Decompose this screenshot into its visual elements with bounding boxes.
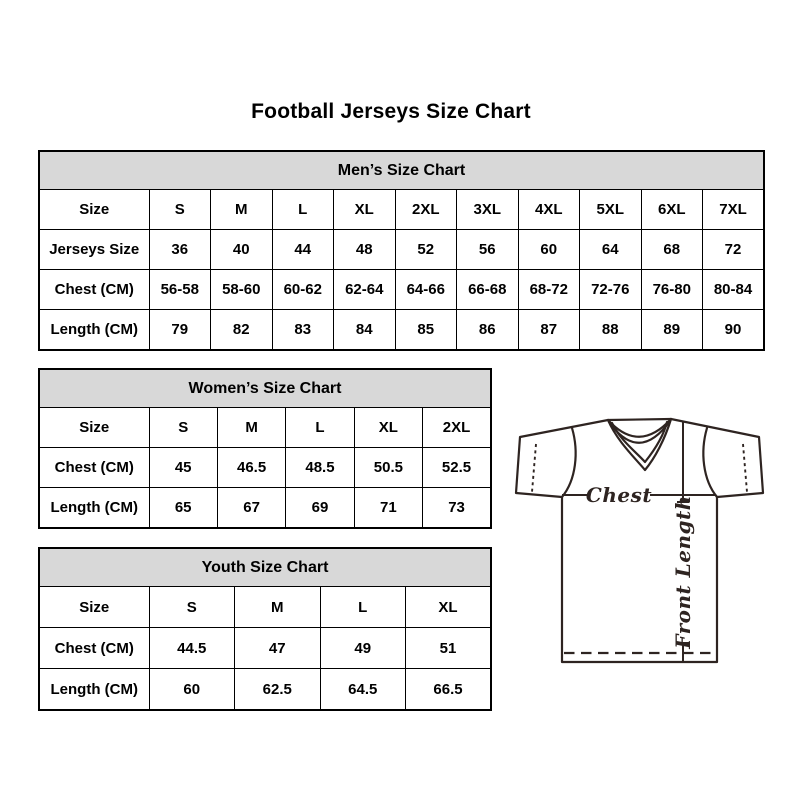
mens-value-cell: 90 — [703, 310, 765, 351]
womens-value-cell: 71 — [354, 488, 422, 529]
page-title: Football Jerseys Size Chart — [251, 100, 531, 123]
mens-value-cell: 82 — [211, 310, 273, 351]
mens-value-cell: 6XL — [641, 190, 703, 230]
mens-row-label: Jerseys Size — [39, 230, 149, 270]
mens-row-label: Size — [39, 190, 149, 230]
mens-value-cell: S — [149, 190, 211, 230]
womens-value-cell: 65 — [149, 488, 217, 529]
youth-row-0 — [39, 587, 491, 628]
mens-value-cell: 89 — [641, 310, 703, 351]
mens-value-cell: L — [272, 190, 334, 230]
mens-value-cell: 4XL — [518, 190, 580, 230]
left-armhole-seam — [562, 428, 576, 497]
mens-row-label: Chest (CM) — [39, 270, 149, 310]
right-armhole-seam — [703, 428, 717, 497]
mens-value-cell: 83 — [272, 310, 334, 351]
womens-value-cell: 67 — [217, 488, 285, 529]
jersey-measurement-diagram — [503, 402, 775, 692]
youth-size-table — [38, 547, 492, 711]
youth-value-cell: M — [235, 587, 321, 628]
mens-value-cell: 62-64 — [334, 270, 396, 310]
womens-value-cell: 52.5 — [423, 448, 491, 488]
mens-value-cell: 48 — [334, 230, 396, 270]
mens-value-cell: 56 — [457, 230, 519, 270]
mens-row-1 — [39, 230, 764, 270]
womens-table-title: Women’s Size Chart — [39, 369, 491, 408]
left-cuff-dashed-line — [532, 444, 536, 492]
youth-row-label: Size — [39, 587, 149, 628]
mens-value-cell: 76-80 — [641, 270, 703, 310]
mens-value-cell: 86 — [457, 310, 519, 351]
mens-row-3 — [39, 310, 764, 351]
mens-value-cell: 56-58 — [149, 270, 211, 310]
womens-value-cell: S — [149, 408, 217, 448]
mens-value-cell: M — [211, 190, 273, 230]
youth-value-cell: 60 — [149, 669, 235, 711]
youth-value-cell: 62.5 — [235, 669, 321, 711]
mens-value-cell: 2XL — [395, 190, 457, 230]
youth-value-cell: L — [320, 587, 406, 628]
mens-value-cell: 52 — [395, 230, 457, 270]
mens-value-cell: 79 — [149, 310, 211, 351]
collar-top-line — [608, 419, 671, 420]
womens-row-1 — [39, 448, 491, 488]
mens-size-table — [38, 150, 765, 351]
mens-value-cell: 72 — [703, 230, 765, 270]
mens-value-cell: 68-72 — [518, 270, 580, 310]
mens-row-label: Length (CM) — [39, 310, 149, 351]
youth-value-cell: 44.5 — [149, 628, 235, 669]
womens-size-table — [38, 368, 492, 529]
jersey-diagram-svg — [503, 402, 775, 692]
womens-row-label: Length (CM) — [39, 488, 149, 529]
youth-value-cell: 49 — [320, 628, 406, 669]
mens-value-cell: 3XL — [457, 190, 519, 230]
mens-value-cell: 36 — [149, 230, 211, 270]
womens-value-cell: 69 — [286, 488, 354, 529]
mens-value-cell: 60 — [518, 230, 580, 270]
youth-value-cell: XL — [406, 587, 492, 628]
mens-value-cell: 68 — [641, 230, 703, 270]
womens-value-cell: 73 — [423, 488, 491, 529]
womens-value-cell: 50.5 — [354, 448, 422, 488]
youth-value-cell: 47 — [235, 628, 321, 669]
womens-row-0 — [39, 408, 491, 448]
mens-value-cell: 60-62 — [272, 270, 334, 310]
mens-row-2 — [39, 270, 764, 310]
womens-row-label: Size — [39, 408, 149, 448]
mens-value-cell: 88 — [580, 310, 642, 351]
mens-value-cell: 5XL — [580, 190, 642, 230]
mens-value-cell: 58-60 — [211, 270, 273, 310]
womens-value-cell: L — [286, 408, 354, 448]
youth-value-cell: 51 — [406, 628, 492, 669]
mens-value-cell: 87 — [518, 310, 580, 351]
mens-value-cell: 72-76 — [580, 270, 642, 310]
mens-value-cell: 7XL — [703, 190, 765, 230]
youth-table-title-row — [39, 548, 491, 587]
youth-value-cell: 66.5 — [406, 669, 492, 711]
mens-value-cell: 84 — [334, 310, 396, 351]
mens-value-cell: 44 — [272, 230, 334, 270]
mens-value-cell: XL — [334, 190, 396, 230]
mens-value-cell: 80-84 — [703, 270, 765, 310]
front-length-measure-label: Front Length — [671, 495, 695, 649]
youth-row-2 — [39, 669, 491, 711]
womens-value-cell: 48.5 — [286, 448, 354, 488]
mens-table-title-row — [39, 151, 764, 190]
youth-row-label: Length (CM) — [39, 669, 149, 711]
womens-value-cell: 46.5 — [217, 448, 285, 488]
youth-row-1 — [39, 628, 491, 669]
mens-row-0 — [39, 190, 764, 230]
chest-measure-label: Chest — [585, 483, 653, 507]
womens-value-cell: 45 — [149, 448, 217, 488]
youth-row-label: Chest (CM) — [39, 628, 149, 669]
womens-value-cell: XL — [354, 408, 422, 448]
mens-value-cell: 64-66 — [395, 270, 457, 310]
womens-row-2 — [39, 488, 491, 529]
youth-table-title: Youth Size Chart — [39, 548, 491, 587]
womens-table-title-row — [39, 369, 491, 408]
womens-value-cell: 2XL — [423, 408, 491, 448]
right-cuff-dashed-line — [743, 444, 747, 492]
mens-value-cell: 85 — [395, 310, 457, 351]
mens-table-title: Men’s Size Chart — [39, 151, 764, 190]
mens-value-cell: 64 — [580, 230, 642, 270]
womens-row-label: Chest (CM) — [39, 448, 149, 488]
mens-value-cell: 66-68 — [457, 270, 519, 310]
womens-value-cell: M — [217, 408, 285, 448]
youth-value-cell: 64.5 — [320, 669, 406, 711]
youth-value-cell: S — [149, 587, 235, 628]
mens-value-cell: 40 — [211, 230, 273, 270]
